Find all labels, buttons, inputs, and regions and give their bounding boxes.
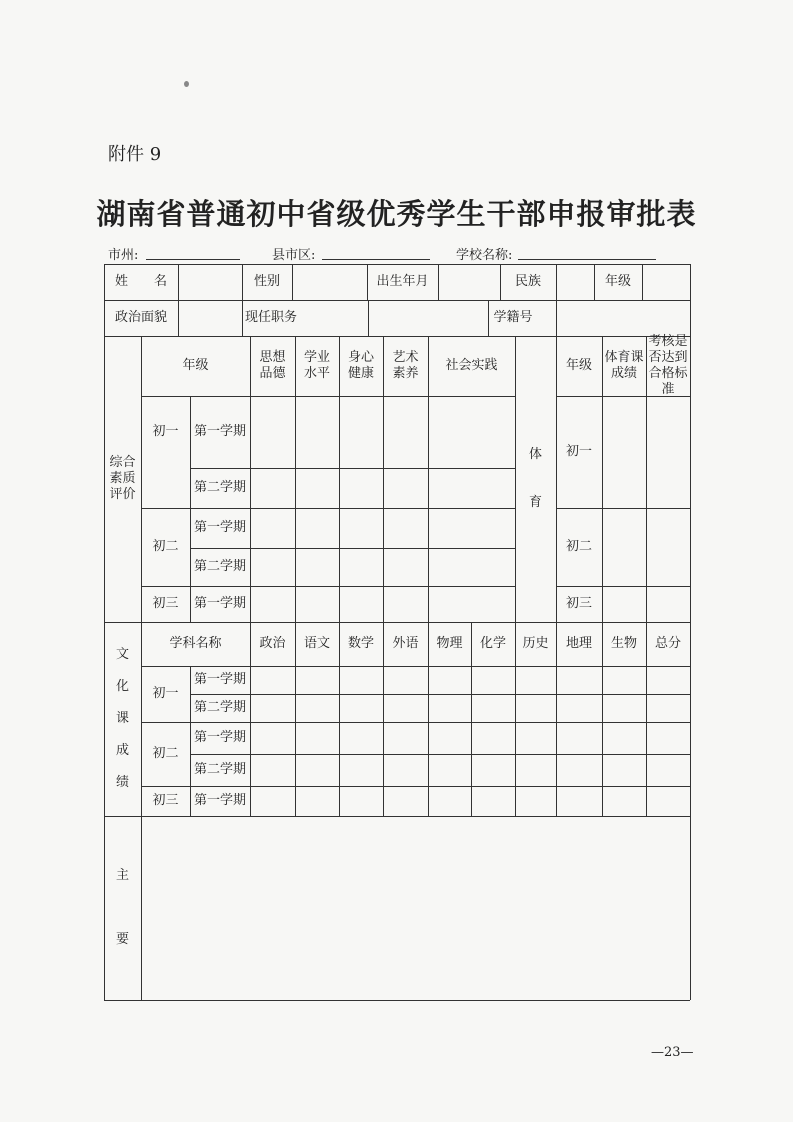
ethnicity-input[interactable] xyxy=(556,264,594,300)
academic-score-cell[interactable] xyxy=(556,722,602,754)
quality-term-label: 第一学期 xyxy=(193,596,246,611)
subject-header: 总分 xyxy=(654,636,681,651)
county-label: 县市区: xyxy=(272,248,316,263)
subject-header: 物理 xyxy=(436,636,463,651)
city-field[interactable] xyxy=(146,259,240,260)
page-title: 湖南省普通初中省级优秀学生干部申报审批表 xyxy=(96,197,697,231)
attachment-label: 附件 9 xyxy=(108,144,162,165)
quality-score-cell[interactable] xyxy=(339,468,383,508)
academic-score-cell[interactable] xyxy=(250,666,295,694)
academic-score-cell[interactable] xyxy=(556,754,602,786)
academic-term-label: 第一学期 xyxy=(193,730,246,745)
academic-score-cell[interactable] xyxy=(515,786,556,816)
academic-score-cell[interactable] xyxy=(646,754,690,786)
current-position-label: 现任职务 xyxy=(244,310,297,325)
academic-score-cell[interactable] xyxy=(383,694,428,722)
academic-score-cell[interactable] xyxy=(471,754,515,786)
quality-score-cell[interactable] xyxy=(428,508,515,548)
subject-header: 历史 xyxy=(522,636,549,651)
academic-score-cell[interactable] xyxy=(515,666,556,694)
academic-score-cell[interactable] xyxy=(428,666,471,694)
academic-score-cell[interactable] xyxy=(383,786,428,816)
quality-grade-header: 年级 xyxy=(182,358,209,373)
name-label: 姓 名 xyxy=(114,274,167,289)
academic-score-cell[interactable] xyxy=(339,666,383,694)
main-achievements-input[interactable] xyxy=(141,816,690,1000)
physical-education-label: 体 育 xyxy=(528,447,542,510)
academic-score-cell[interactable] xyxy=(471,722,515,754)
academic-score-cell[interactable] xyxy=(295,786,339,816)
pe-score-cell[interactable] xyxy=(602,508,646,586)
academic-score-cell[interactable] xyxy=(556,786,602,816)
academic-score-cell[interactable] xyxy=(471,666,515,694)
student-id-label: 学籍号 xyxy=(493,310,533,325)
quality-grade-3: 初三 xyxy=(152,596,179,611)
quality-column-header: 学业 水平 xyxy=(303,350,330,381)
pe-pass-cell[interactable] xyxy=(646,396,690,508)
academic-score-cell[interactable] xyxy=(515,722,556,754)
academic-score-cell[interactable] xyxy=(383,754,428,786)
quality-score-cell[interactable] xyxy=(250,468,295,508)
quality-score-cell[interactable] xyxy=(428,548,515,586)
subject-header: 生物 xyxy=(610,636,637,651)
academic-score-cell[interactable] xyxy=(295,666,339,694)
academic-score-cell[interactable] xyxy=(556,666,602,694)
quality-score-cell[interactable] xyxy=(428,396,515,468)
political-status-input[interactable] xyxy=(178,300,242,336)
academic-score-cell[interactable] xyxy=(250,754,295,786)
academic-score-cell[interactable] xyxy=(646,786,690,816)
academic-term-label: 第二学期 xyxy=(193,700,246,715)
current-position-input[interactable] xyxy=(368,300,488,336)
table-rule xyxy=(104,1000,690,1001)
academic-score-cell[interactable] xyxy=(383,666,428,694)
quality-score-cell[interactable] xyxy=(295,508,339,548)
political-status-label: 政治面貌 xyxy=(114,310,167,325)
subject-header: 政治 xyxy=(259,636,286,651)
quality-score-cell[interactable] xyxy=(428,586,515,622)
academic-score-cell[interactable] xyxy=(295,694,339,722)
quality-score-cell[interactable] xyxy=(428,468,515,508)
comprehensive-quality-label: 综合 素质 评价 xyxy=(109,455,136,502)
academic-score-cell[interactable] xyxy=(295,754,339,786)
academic-score-cell[interactable] xyxy=(515,754,556,786)
quality-score-cell[interactable] xyxy=(339,548,383,586)
gender-input[interactable] xyxy=(292,264,367,300)
academic-score-cell[interactable] xyxy=(602,694,646,722)
quality-grade-2: 初二 xyxy=(152,539,179,554)
academic-scores-label: 文 化 课 成 绩 xyxy=(115,647,129,790)
city-label: 市州: xyxy=(108,248,139,263)
quality-score-cell[interactable] xyxy=(383,396,428,468)
birth-date-label: 出生年月 xyxy=(376,274,429,289)
quality-score-cell[interactable] xyxy=(339,586,383,622)
table-rule xyxy=(690,264,691,1000)
ethnicity-label: 民族 xyxy=(514,274,541,289)
academic-score-cell[interactable] xyxy=(428,722,471,754)
academic-grade-3: 初三 xyxy=(152,793,179,808)
quality-column-header: 社会实践 xyxy=(445,358,498,373)
quality-term-label: 第二学期 xyxy=(193,480,246,495)
academic-score-cell[interactable] xyxy=(339,754,383,786)
academic-score-cell[interactable] xyxy=(646,694,690,722)
main-achievements-label: 主 要 xyxy=(115,868,129,947)
gender-label: 性别 xyxy=(253,274,280,289)
quality-score-cell[interactable] xyxy=(383,548,428,586)
academic-score-cell[interactable] xyxy=(428,694,471,722)
subject-name-header: 学科名称 xyxy=(169,636,222,651)
student-id-input[interactable] xyxy=(556,300,690,336)
county-field[interactable] xyxy=(322,259,430,260)
page-number: —23— xyxy=(651,1045,694,1060)
quality-score-cell[interactable] xyxy=(339,396,383,468)
quality-score-cell[interactable] xyxy=(295,548,339,586)
school-label: 学校名称: xyxy=(456,248,513,263)
quality-score-cell[interactable] xyxy=(339,508,383,548)
pe-grade-2: 初二 xyxy=(565,539,592,554)
pe-score-header: 体育课 成绩 xyxy=(604,350,644,381)
pe-score-cell[interactable] xyxy=(602,396,646,508)
academic-term-label: 第一学期 xyxy=(193,672,246,687)
academic-score-cell[interactable] xyxy=(383,722,428,754)
academic-score-cell[interactable] xyxy=(646,722,690,754)
academic-score-cell[interactable] xyxy=(295,722,339,754)
academic-score-cell[interactable] xyxy=(428,786,471,816)
quality-score-cell[interactable] xyxy=(250,508,295,548)
quality-score-cell[interactable] xyxy=(250,548,295,586)
quality-score-cell[interactable] xyxy=(383,508,428,548)
subject-header: 语文 xyxy=(303,636,330,651)
quality-score-cell[interactable] xyxy=(383,586,428,622)
quality-score-cell[interactable] xyxy=(295,468,339,508)
subject-header: 化学 xyxy=(479,636,506,651)
name-input[interactable] xyxy=(178,264,242,300)
pe-grade-header: 年级 xyxy=(565,358,592,373)
pe-pass-cell[interactable] xyxy=(646,586,690,622)
quality-column-header: 思想 品德 xyxy=(259,350,286,381)
academic-score-cell[interactable] xyxy=(250,786,295,816)
quality-term-label: 第一学期 xyxy=(193,424,246,439)
subject-header: 数学 xyxy=(347,636,374,651)
subject-header: 外语 xyxy=(392,636,419,651)
pe-grade-1: 初一 xyxy=(565,444,592,459)
academic-score-cell[interactable] xyxy=(250,722,295,754)
pe-pass-cell[interactable] xyxy=(646,508,690,586)
quality-term-label: 第二学期 xyxy=(193,559,246,574)
academic-score-cell[interactable] xyxy=(339,786,383,816)
academic-grade-1: 初一 xyxy=(152,686,179,701)
scan-speck xyxy=(184,81,189,87)
academic-score-cell[interactable] xyxy=(339,694,383,722)
academic-grade-2: 初二 xyxy=(152,746,179,761)
academic-score-cell[interactable] xyxy=(602,666,646,694)
quality-score-cell[interactable] xyxy=(250,586,295,622)
pe-grade-3: 初三 xyxy=(565,596,592,611)
academic-term-label: 第一学期 xyxy=(193,793,246,808)
quality-column-header: 艺术 素养 xyxy=(392,350,419,381)
quality-column-header: 身心 健康 xyxy=(347,350,374,381)
pe-pass-header: 考核是 否达到 合格标 准 xyxy=(648,334,688,397)
grade-label: 年级 xyxy=(604,274,631,289)
quality-term-label: 第一学期 xyxy=(193,520,246,535)
academic-score-cell[interactable] xyxy=(471,694,515,722)
birth-date-input[interactable] xyxy=(438,264,500,300)
pe-score-cell[interactable] xyxy=(602,586,646,622)
academic-score-cell[interactable] xyxy=(428,754,471,786)
quality-score-cell[interactable] xyxy=(295,396,339,468)
quality-grade-1: 初一 xyxy=(152,424,179,439)
academic-score-cell[interactable] xyxy=(556,694,602,722)
academic-term-label: 第二学期 xyxy=(193,762,246,777)
academic-score-cell[interactable] xyxy=(646,666,690,694)
academic-score-cell[interactable] xyxy=(602,722,646,754)
academic-score-cell[interactable] xyxy=(602,786,646,816)
academic-score-cell[interactable] xyxy=(339,722,383,754)
academic-score-cell[interactable] xyxy=(602,754,646,786)
grade-input[interactable] xyxy=(642,264,690,300)
academic-score-cell[interactable] xyxy=(250,694,295,722)
quality-score-cell[interactable] xyxy=(383,468,428,508)
quality-score-cell[interactable] xyxy=(250,396,295,468)
academic-score-cell[interactable] xyxy=(471,786,515,816)
academic-score-cell[interactable] xyxy=(515,694,556,722)
subject-header: 地理 xyxy=(565,636,592,651)
quality-score-cell[interactable] xyxy=(295,586,339,622)
school-field[interactable] xyxy=(518,259,656,260)
